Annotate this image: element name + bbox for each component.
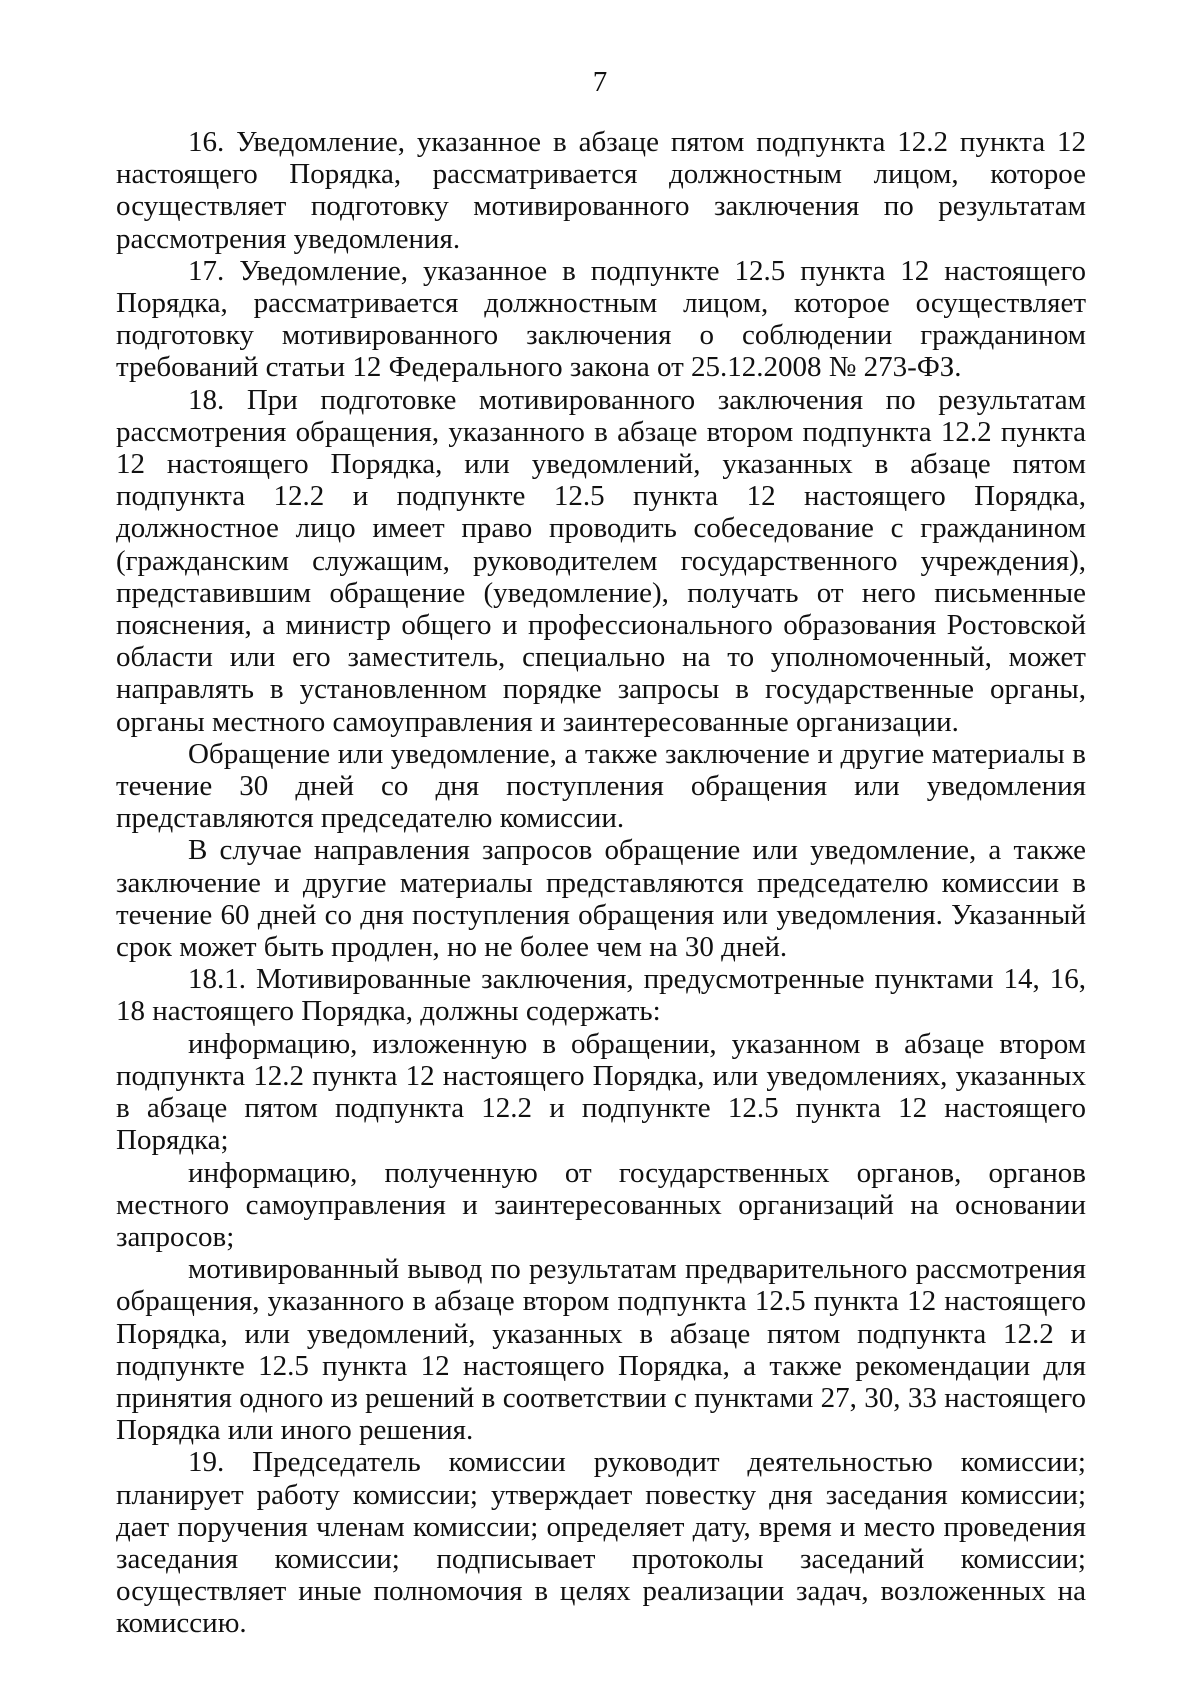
page-number: 7 xyxy=(592,66,608,98)
paragraph-18: 18. При подготовке мотивированного заключения по результатам рассмотрения обращения, указанного в абзаце втором подпункта 12.2 пункта 12 настоящего Порядка, или уведомлений, указанных в абзаце пятом подпункта 12.2 и подпункте 12.5 пункта 12 настоящего Порядка, должностное лицо имеет право проводить собеседование с гражданином (гражданским служащим, руководителем государственного учреждения), представившим обращение (уведомление), получать от него письменные пояснения, а министр общего и профессионального образования Ростовской области или его заместитель, специально на то уполномоченный, может направлять в установленном порядке запросы в государственные органы, органы местного самоуправления и заинтересованные организации. xyxy=(116,383,1086,738)
paragraph-18-requests-term: В случае направления запросов обращение или уведомление, а также заключение и другие материалы представляются председателю комиссии в течение 60 дней со дня поступления обращения или уведомления. Указанный срок может быть продлен, но не более чем на 30 дней. xyxy=(116,834,1086,964)
paragraph-18-1-item-3: мотивированный вывод по результатам предварительного рассмотрения обращения, указанного в абзаце втором подпункта 12.5 пункта 12 настоящего Порядка, или уведомлений, указанных в абзаце пятом подпункта 12.2 и подпункте 12.5 пункта 12 настоящего Порядка, а также рекомендации для принятия одного из решений в соответствии с пунктами 27, 30, 33 настоящего Порядка или иного решения. xyxy=(116,1253,1086,1447)
paragraph-18-submission-term: Обращение или уведомление, а также заключение и другие материалы в течение 30 дней со дня поступления обращения или уведомления представляются председателю комиссии. xyxy=(116,737,1086,835)
paragraph-18-1-item-2: информацию, полученную от государственных органов, органов местного самоуправления и заинтересованных организаций на основании запросов; xyxy=(116,1156,1086,1253)
paragraph-17: 17. Уведомление, указанное в подпункте 12.5 пункта 12 настоящего Порядка, рассматривается должностным лицом, которое осуществляет подготовку мотивированного заключения о соблюдении гражданином требований статьи 12 Федерального закона от 25.12.2008 № 273-ФЗ. xyxy=(116,254,1086,384)
paragraph-19: 19. Председатель комиссии руководит деятельностью комиссии; планирует работу комиссии; утверждает повестку дня заседания комиссии; дает поручения членам комиссии; определяет дату, время и место проведения заседания комиссии; подписывает протоколы заседаний комиссии; осуществляет иные полномочия в целях реализации задач, возложенных на комиссию. xyxy=(116,1446,1086,1640)
paragraph-16: 16. Уведомление, указанное в абзаце пятом подпункта 12.2 пункта 12 настоящего Порядка, рассматривается должностным лицом, которое осуществляет подготовку мотивированного заключения по результатам рассмотрения уведомления. xyxy=(116,126,1086,255)
paragraph-18-1: 18.1. Мотивированные заключения, предусмотренные пунктами 14, 16, 18 настоящего Порядка, должны содержать: xyxy=(116,963,1086,1028)
paragraph-18-1-item-1: информацию, изложенную в обращении, указанном в абзаце втором подпункта 12.2 пункта 12 настоящего Порядка, или уведомлениях, указанных в абзаце пятом подпункта 12.2 и подпункте 12.5 пункта 12 настоящего Порядка; xyxy=(116,1027,1086,1157)
document-body xyxy=(116,126,1086,1640)
